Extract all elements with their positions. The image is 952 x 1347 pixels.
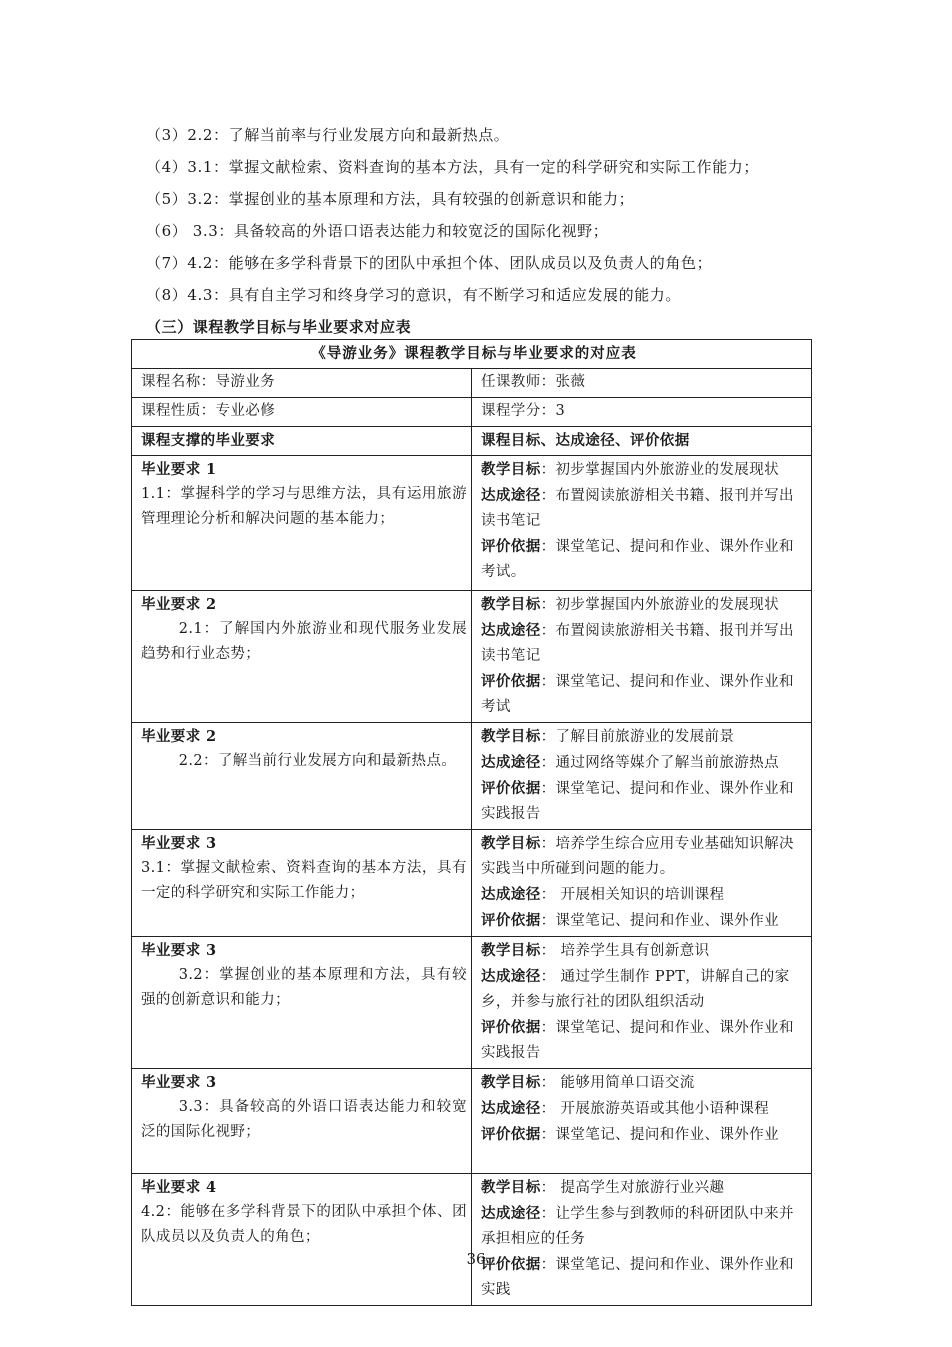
credits-cell: 课程学分：3 — [472, 398, 812, 427]
table-caption-row — [132, 340, 812, 369]
basis-label: 评价依据 — [481, 673, 541, 690]
requirement-cell — [132, 591, 472, 723]
requirement-detail: 2.2：了解当前行业发展方向和最新热点。 — [178, 753, 457, 769]
basis-text: ：课堂笔记、提问和作业、课外作业和实践 — [481, 1257, 794, 1298]
table-row — [132, 937, 812, 1069]
path-line — [481, 750, 807, 776]
goal-line — [481, 938, 807, 964]
goal-line — [481, 457, 807, 483]
goal-line — [481, 831, 807, 882]
goal-text: ：培养学生综合应用专业基础知识解决实践当中所碰到问题的能力。 — [481, 836, 794, 877]
goal-label: 教学目标 — [481, 835, 541, 852]
objective-cell — [472, 456, 812, 591]
page-number: 36 — [466, 1250, 486, 1268]
basis-text: ：课堂笔记、提问和作业、课外作业 — [540, 913, 780, 929]
goal-label: 教学目标 — [481, 1074, 541, 1091]
requirement-detail: 4.2：能够在多学科背景下的团队中承担个体、团队成员以及负责人的角色； — [141, 1204, 467, 1245]
paragraph-4-2: （7）4.2：能够在多学科背景下的团队中承担个体、团队成员以及负责人的角色； — [146, 254, 713, 272]
header-left: 课程支撑的毕业要求 — [132, 427, 472, 456]
section-title: （三）课程教学目标与毕业要求对应表 — [146, 318, 412, 336]
requirement-detail: 2.1：了解国内外旅游业和现代服务业发展趋势和行业态势； — [141, 621, 467, 662]
header-right: 课程目标、达成途径、评价依据 — [472, 427, 812, 456]
requirement-cell — [132, 723, 472, 830]
requirement-detail: 3.2：掌握创业的基本原理和方法，具有较强的创新意识和能力； — [141, 967, 467, 1008]
requirement-title: 毕业要求 2 — [141, 596, 217, 613]
path-label: 达成途径 — [481, 968, 541, 985]
goal-line — [481, 592, 807, 618]
basis-label: 评价依据 — [481, 1256, 541, 1273]
basis-label: 评价依据 — [481, 1019, 541, 1036]
goal-line — [481, 1175, 807, 1201]
requirement-cell — [132, 937, 472, 1069]
goal-text: ：初步掌握国内外旅游业的发展现状 — [540, 462, 780, 478]
paragraph-3-2: （5）3.2：掌握创业的基本原理和方法，具有较强的创新意识和能力； — [146, 190, 635, 208]
path-line — [481, 964, 807, 1015]
table-row — [132, 723, 812, 830]
basis-line — [481, 1122, 807, 1148]
goal-text: ： 提高学生对旅游行业兴趣 — [540, 1180, 725, 1196]
basis-text: ：课堂笔记、提问和作业、课外作业和考试 — [481, 674, 794, 715]
requirement-cell — [132, 830, 472, 937]
path-text: ：让学生参与到教师的科研团队中来并承担相应的任务 — [481, 1206, 794, 1247]
path-text: ： 通过学生制作 PPT，讲解自己的家乡，并参与旅行社的团队组织活动 — [481, 969, 790, 1010]
basis-text: ：课堂笔记、提问和作业、课外作业和实践报告 — [481, 1020, 794, 1061]
path-text: ：布置阅读旅游相关书籍、报刊并写出读书笔记 — [481, 623, 794, 664]
basis-label: 评价依据 — [481, 1126, 541, 1143]
objective-cell — [472, 1174, 812, 1306]
requirement-detail: 1.1：掌握科学的学习与思维方法，具有运用旅游管理理论分析和解决问题的基本能力； — [141, 486, 467, 527]
paragraph-3-1: （4）3.1：掌握文献检索、资料查询的基本方法，具有一定的科学研究和实际工作能力； — [146, 158, 760, 176]
goal-label: 教学目标 — [481, 728, 541, 745]
path-text: ：通过网络等媒介了解当前旅游热点 — [540, 755, 780, 771]
basis-label: 评价依据 — [481, 780, 541, 797]
basis-text: ：课堂笔记、提问和作业、课外作业和考试。 — [481, 539, 794, 580]
goal-text: ：初步掌握国内外旅游业的发展现状 — [540, 597, 780, 613]
path-label: 达成途径 — [481, 754, 541, 771]
table-info-row — [132, 369, 812, 398]
table-caption: 《导游业务》课程教学目标与毕业要求的对应表 — [132, 340, 812, 369]
goal-line — [481, 724, 807, 750]
basis-text: ：课堂笔记、提问和作业、课外作业和实践报告 — [481, 781, 794, 822]
requirement-detail: 3.1：掌握文献检索、资料查询的基本方法，具有一定的科学研究和实际工作能力； — [141, 860, 467, 901]
requirement-cell — [132, 456, 472, 591]
requirement-title: 毕业要求 1 — [141, 461, 217, 478]
goal-label: 教学目标 — [481, 1179, 541, 1196]
mapping-table — [131, 339, 812, 1306]
goal-line — [481, 1070, 807, 1096]
goal-text: ： 培养学生具有创新意识 — [540, 943, 710, 959]
objective-cell — [472, 830, 812, 937]
requirement-cell — [132, 1174, 472, 1306]
paragraph-3-3: （6） 3.3：具备较高的外语口语表达能力和较宽泛的国际化视野； — [146, 222, 609, 240]
table-row — [132, 830, 812, 937]
course-name-cell: 课程名称：导游业务 — [132, 369, 472, 398]
path-text: ：布置阅读旅游相关书籍、报刊并写出读书笔记 — [481, 488, 794, 529]
path-line — [481, 618, 807, 669]
path-label: 达成途径 — [481, 886, 541, 903]
requirement-title: 毕业要求 2 — [141, 728, 217, 745]
path-label: 达成途径 — [481, 1100, 541, 1117]
goal-label: 教学目标 — [481, 596, 541, 613]
requirement-title: 毕业要求 3 — [141, 942, 217, 959]
objective-cell — [472, 1069, 812, 1174]
table-info-row — [132, 398, 812, 427]
table-header-row — [132, 427, 812, 456]
path-label: 达成途径 — [481, 622, 541, 639]
basis-label: 评价依据 — [481, 912, 541, 929]
paragraph-2-2: （3）2.2：了解当前率与行业发展方向和最新热点。 — [146, 126, 510, 144]
path-text: ： 开展相关知识的培训课程 — [540, 887, 725, 903]
basis-line — [481, 669, 807, 720]
path-line — [481, 483, 807, 534]
objective-cell — [472, 937, 812, 1069]
table-row — [132, 456, 812, 591]
goal-label: 教学目标 — [481, 461, 541, 478]
goal-text: ： 能够用简单口语交流 — [540, 1075, 695, 1091]
requirement-cell — [132, 1069, 472, 1174]
requirement-detail: 3.3：具备较高的外语口语表达能力和较宽泛的国际化视野； — [141, 1099, 467, 1140]
path-text: ： 开展旅游英语或其他小语种课程 — [540, 1101, 770, 1117]
basis-line — [481, 1015, 807, 1066]
basis-label: 评价依据 — [481, 538, 541, 555]
goal-label: 教学目标 — [481, 942, 541, 959]
table-row — [132, 591, 812, 723]
basis-line — [481, 534, 807, 585]
path-label: 达成途径 — [481, 1205, 541, 1222]
objective-cell — [472, 723, 812, 830]
path-label: 达成途径 — [481, 487, 541, 504]
path-line — [481, 1096, 807, 1122]
path-line — [481, 882, 807, 908]
path-line — [481, 1201, 807, 1252]
goal-text: ：了解目前旅游业的发展前景 — [540, 729, 735, 745]
basis-text: ：课堂笔记、提问和作业、课外作业 — [540, 1127, 780, 1143]
objective-cell — [472, 591, 812, 723]
requirement-title: 毕业要求 4 — [141, 1179, 217, 1196]
course-nature-cell: 课程性质：专业必修 — [132, 398, 472, 427]
table-row — [132, 1174, 812, 1306]
teacher-cell: 任课教师：张薇 — [472, 369, 812, 398]
requirement-title: 毕业要求 3 — [141, 1074, 217, 1091]
basis-line — [481, 776, 807, 827]
paragraph-4-3: （8）4.3：具有自主学习和终身学习的意识，有不断学习和适应发展的能力。 — [146, 286, 682, 304]
table-row — [132, 1069, 812, 1174]
requirement-title: 毕业要求 3 — [141, 835, 217, 852]
basis-line — [481, 908, 807, 934]
